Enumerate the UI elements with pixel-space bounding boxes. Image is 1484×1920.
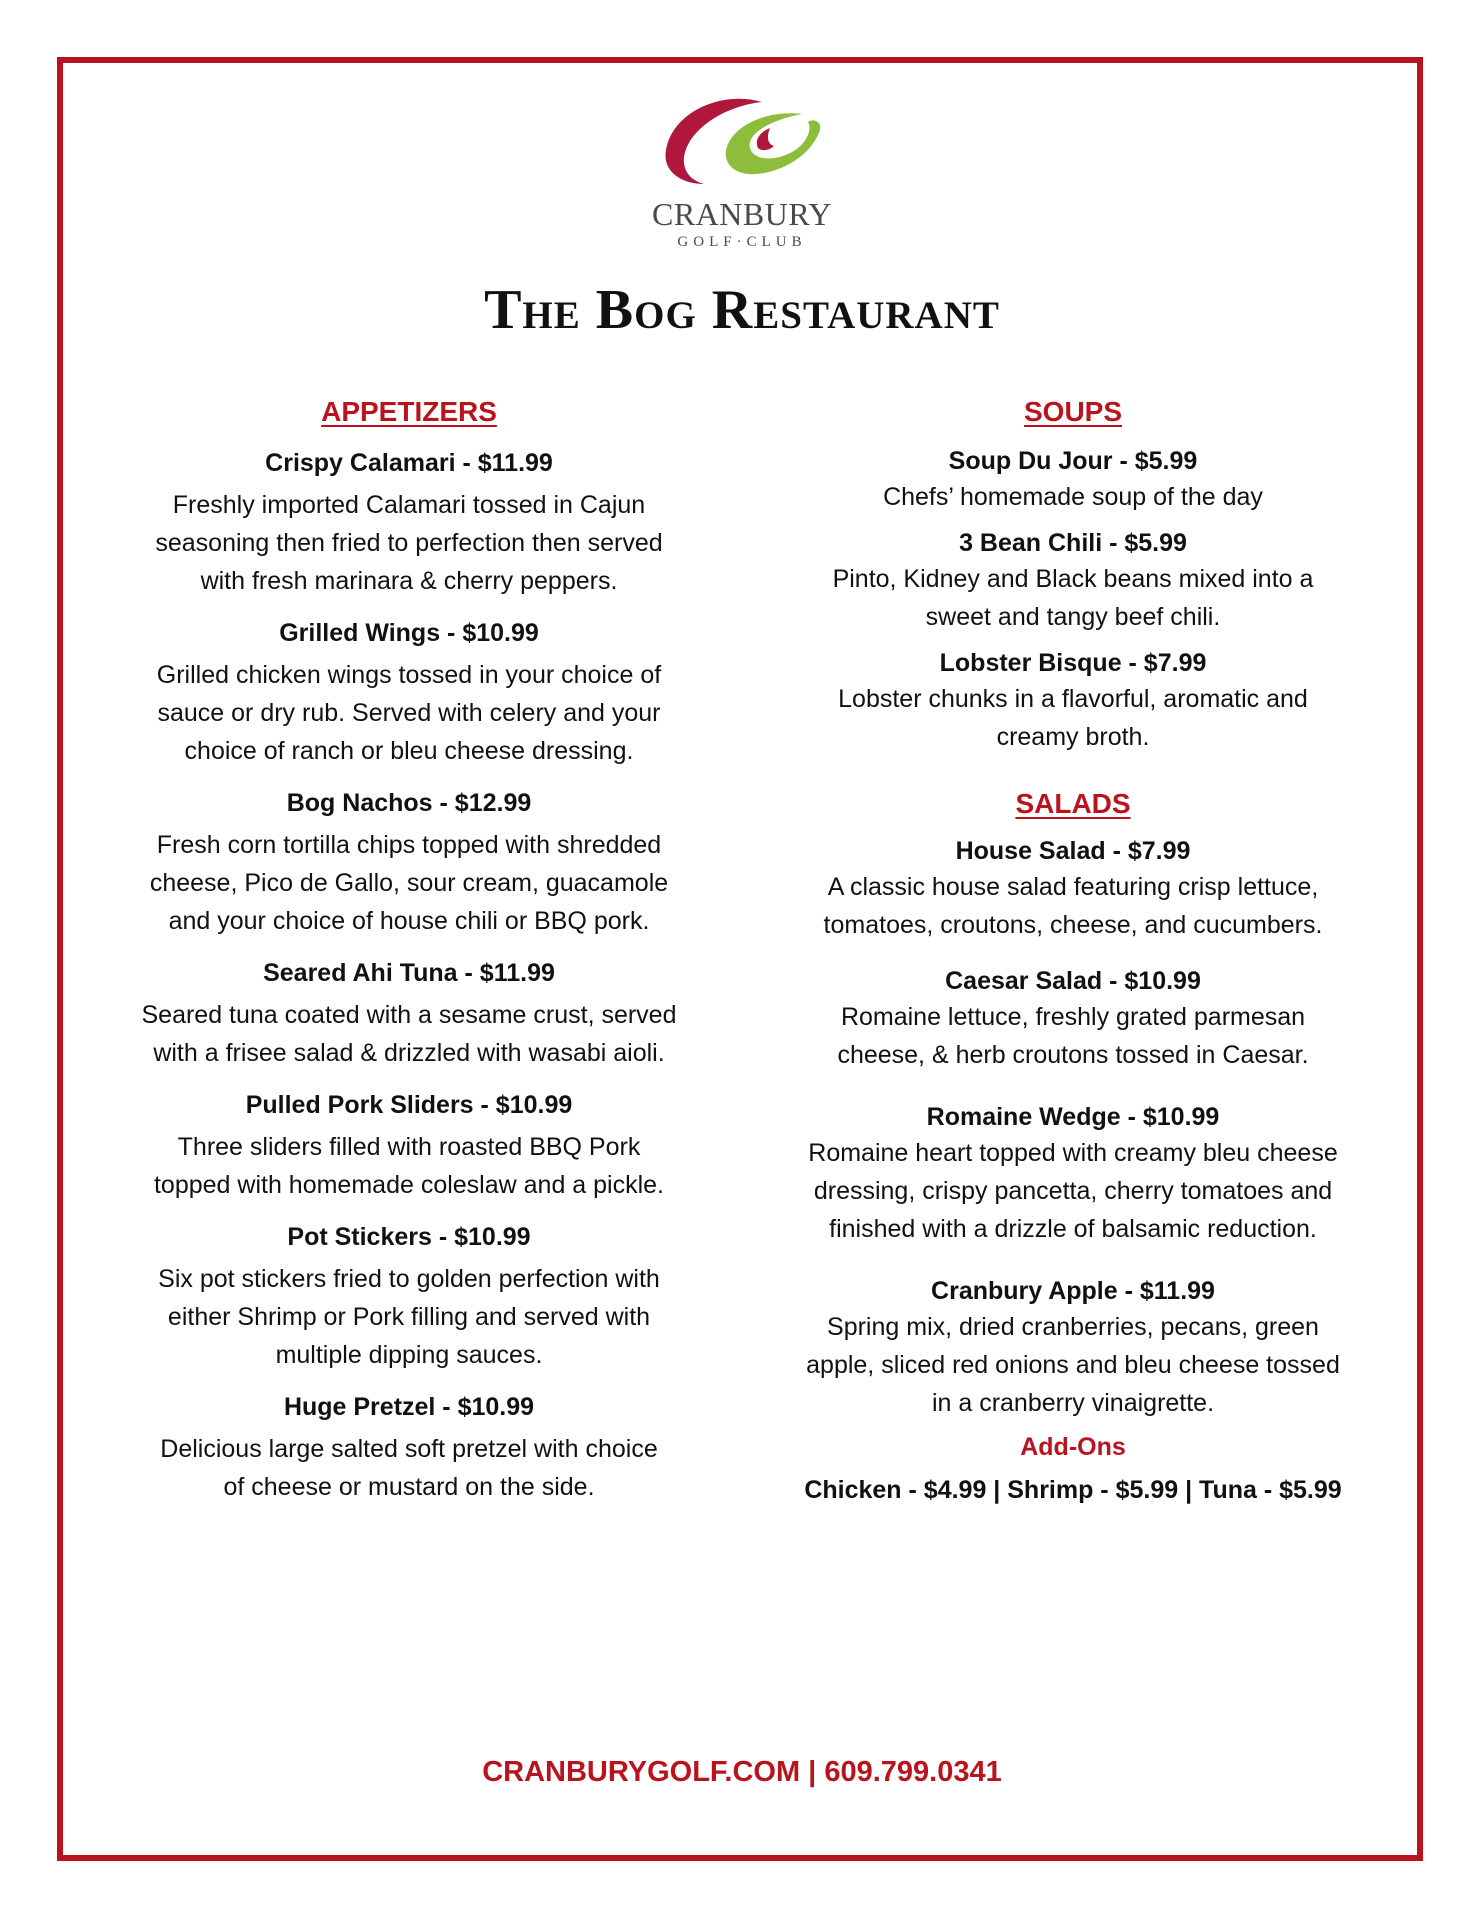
item-desc: tomatoes, croutons, cheese, and cucumbers.: [823, 911, 1323, 939]
item-desc: choice of ranch or bleu cheese dressing.: [184, 737, 634, 765]
menu-item: [112, 1390, 706, 1506]
menu-item: [776, 526, 1370, 636]
item-desc: multiple dipping sauces.: [275, 1341, 543, 1369]
item-desc: Delicious large salted soft pretzel with choice: [160, 1435, 658, 1463]
item-desc: Six pot stickers fried to golden perfection with: [158, 1265, 660, 1293]
item-desc: and your choice of house chili or BBQ pork.: [168, 907, 650, 935]
item-desc: finished with a drizzle of balsamic reduction.: [829, 1215, 1317, 1243]
item-desc: cheese, Pico de Gallo, sour cream, guacamole: [149, 869, 669, 897]
item-desc: creamy broth.: [996, 723, 1150, 751]
menu-item: [776, 834, 1370, 944]
item-name: Pot Stickers - $10.99: [287, 1223, 531, 1251]
item-desc: of cheese or mustard on the side.: [223, 1473, 595, 1501]
item-desc: seasoning then fried to perfection then served: [155, 529, 663, 557]
item-name: Grilled Wings - $10.99: [279, 619, 539, 647]
menu-item: [112, 1088, 706, 1204]
item-desc: Fresh corn tortilla chips topped with shredded: [156, 831, 662, 859]
item-name: Soup Du Jour - $5.99: [948, 447, 1198, 475]
menu-item: [112, 786, 706, 940]
soups-heading: SOUPS: [1023, 396, 1123, 427]
add-ons-prices: Chicken - $4.99 | Shrimp - $5.99 | Tuna - $5.99: [804, 1476, 1342, 1504]
item-desc: with a frisee salad & drizzled with wasabi aioli.: [153, 1039, 665, 1067]
item-desc: topped with homemade coleslaw and a pickle.: [153, 1171, 665, 1199]
item-desc: sweet and tangy beef chili.: [925, 603, 1221, 631]
appetizers-column: [112, 392, 706, 1506]
item-desc: in a cranberry vinaigrette.: [931, 1389, 1215, 1417]
item-desc: Lobster chunks in a flavorful, aromatic and: [838, 685, 1308, 713]
menu-item: [112, 616, 706, 770]
club-logo-icon: [652, 92, 832, 192]
item-desc: cheese, & herb croutons tossed in Caesar.: [837, 1041, 1309, 1069]
logo-name: CRANBURY: [651, 196, 833, 232]
appetizers-heading: APPETIZERS: [321, 396, 497, 427]
item-desc: Romaine lettuce, freshly grated parmesan: [840, 1003, 1306, 1031]
item-name: Lobster Bisque - $7.99: [939, 649, 1207, 677]
menu-item: [776, 964, 1370, 1074]
soups-salads-column: [776, 392, 1370, 1510]
menu-item: [776, 646, 1370, 756]
item-desc: with fresh marinara & cherry peppers.: [200, 567, 618, 595]
item-desc: either Shrimp or Pork filling and served with: [167, 1303, 651, 1331]
item-desc: apple, sliced red onions and bleu cheese tossed: [806, 1351, 1340, 1379]
item-name: Crispy Calamari - $11.99: [265, 449, 553, 477]
menu-item: [776, 1274, 1370, 1422]
item-name: 3 Bean Chili - $5.99: [959, 529, 1187, 557]
item-desc: Chefs’ homemade soup of the day: [883, 483, 1263, 511]
logo-subtitle: GOLF·CLUB: [677, 234, 807, 250]
item-desc: dressing, crispy pancetta, cherry tomatoes and: [813, 1177, 1333, 1205]
item-name: Caesar Salad - $10.99: [945, 967, 1201, 995]
item-desc: Pinto, Kidney and Black beans mixed into a: [832, 565, 1314, 593]
club-logo: [642, 92, 842, 268]
item-name: Romaine Wedge - $10.99: [926, 1103, 1220, 1131]
footer-contact[interactable]: CRANBURYGOLF.COM | 609.799.0341: [482, 1756, 1002, 1788]
menu-item: [112, 1220, 706, 1374]
item-desc: Grilled chicken wings tossed in your choice of: [156, 661, 662, 689]
menu-item: [776, 444, 1370, 516]
menu-item: [112, 956, 706, 1072]
add-ons-heading: Add-Ons: [1020, 1433, 1126, 1461]
item-desc: Seared tuna coated with a sesame crust, served: [141, 1001, 677, 1029]
item-name: Seared Ahi Tuna - $11.99: [263, 959, 555, 987]
item-name: Cranbury Apple - $11.99: [931, 1277, 1215, 1305]
item-name: Huge Pretzel - $10.99: [283, 1393, 535, 1421]
restaurant-title: The Bog Restaurant: [484, 279, 1000, 341]
item-desc: Three sliders filled with roasted BBQ Pork: [177, 1133, 641, 1161]
item-desc: A classic house salad featuring crisp lettuce,: [827, 873, 1319, 901]
item-desc: Romaine heart topped with creamy bleu cheese: [808, 1139, 1338, 1167]
item-name: Pulled Pork Sliders - $10.99: [245, 1091, 573, 1119]
item-desc: Freshly imported Calamari tossed in Cajun: [172, 491, 646, 519]
item-name: House Salad - $7.99: [955, 837, 1191, 865]
item-desc: Spring mix, dried cranberries, pecans, green: [827, 1313, 1319, 1341]
item-desc: sauce or dry rub. Served with celery and your: [157, 699, 661, 727]
menu-item: [112, 446, 706, 600]
item-name: Bog Nachos - $12.99: [286, 789, 532, 817]
menu-item: [776, 1100, 1370, 1248]
salads-heading: SALADS: [1015, 788, 1131, 819]
